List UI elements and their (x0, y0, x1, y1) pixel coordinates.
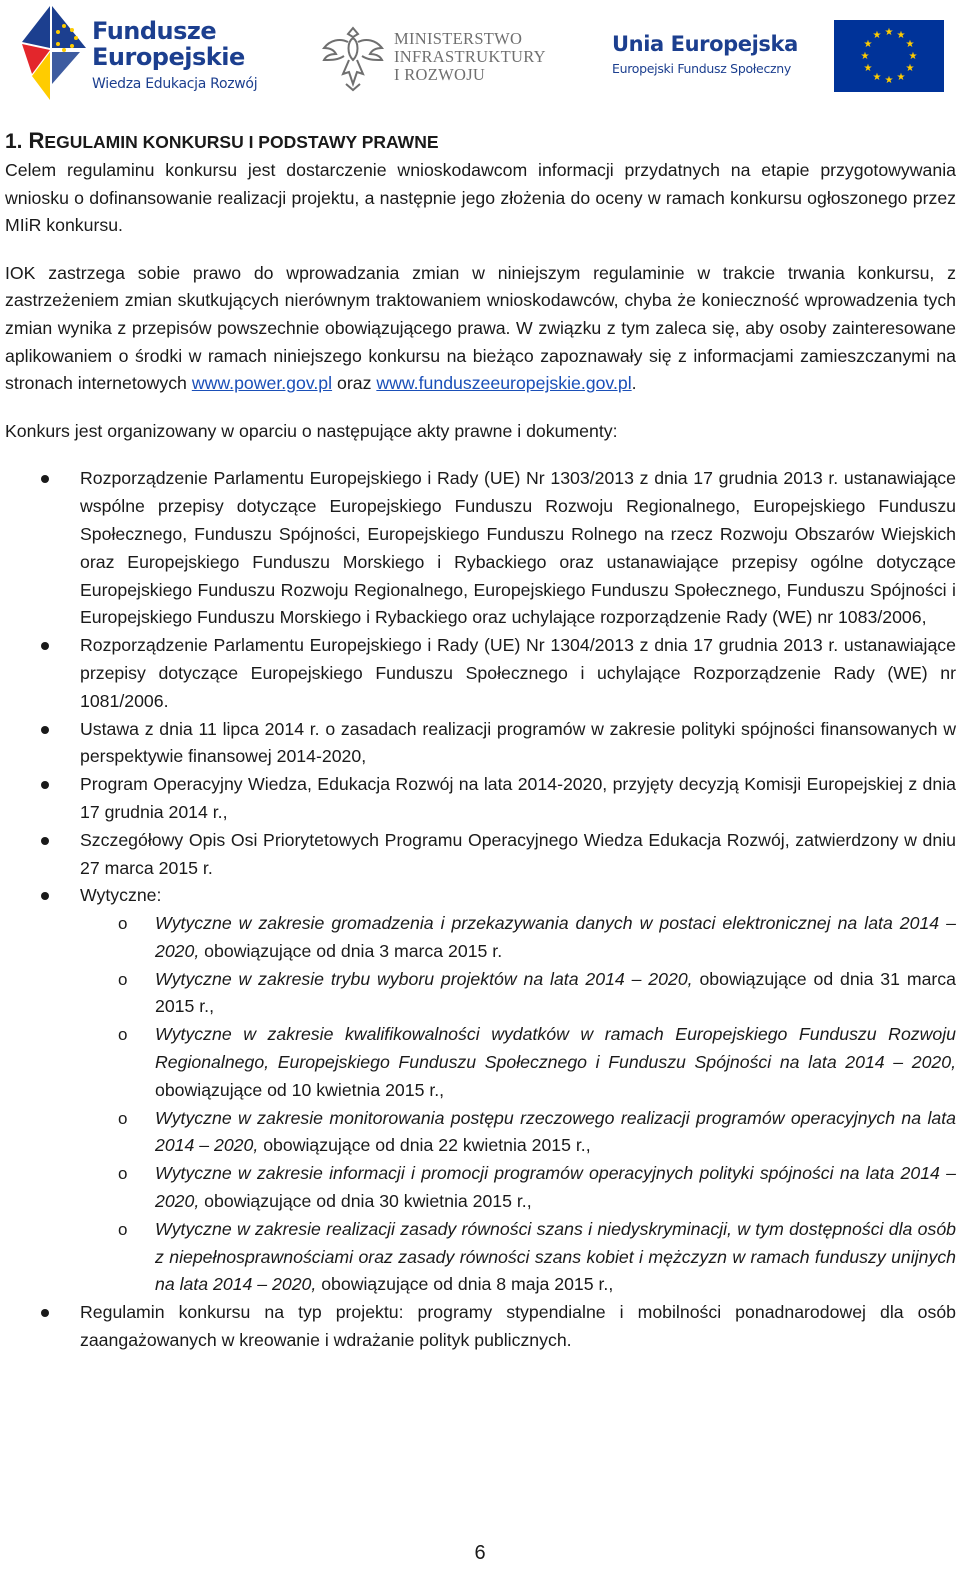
guideline-item (5, 1021, 956, 1104)
svg-text:★: ★ (872, 72, 882, 83)
section-number: 1. (5, 130, 23, 153)
guideline-validity: obowiązujące od dnia 31 marca 2015 r., (155, 968, 956, 1017)
svg-text:★: ★ (884, 27, 894, 38)
svg-text:★: ★ (905, 39, 915, 50)
logo-ministry-line1: MINISTERSTWO (394, 29, 523, 48)
section-title-initial: R (28, 128, 45, 153)
paragraph-changes-between: oraz (337, 373, 372, 394)
fundusze-europejskie-logo-icon (20, 4, 88, 102)
list-item-guidelines (5, 882, 956, 1299)
guideline-item (5, 1160, 956, 1216)
logo-eu-line2: Europejski Fundusz Społeczny (612, 61, 791, 76)
guideline-title: Wytyczne w zakresie informacji i promocji programów operacyjnych polityki spójności na lata 2014 – 2020, (155, 1163, 956, 1212)
svg-text:★: ★ (863, 63, 873, 74)
guideline-validity: obowiązujące od dnia 3 marca 2015 r. (199, 940, 503, 961)
logo-eu-line1: Unia Europejska (612, 32, 798, 56)
section-heading (5, 126, 956, 157)
guideline-validity: obowiązujące od dnia 22 kwietnia 2015 r., (258, 1135, 591, 1156)
guidelines-label: Wytyczne: (80, 885, 162, 906)
list-item: Regulamin konkursu na typ projektu: programy stypendialne i mobilności ponadnarodowej dla osób zaangażowanych w kreowanie i wdrażanie polityk publicznych. (5, 1299, 956, 1355)
guideline-item (5, 966, 956, 1022)
guideline-title: Wytyczne w zakresie trybu wyboru projektów na lata 2014 – 2020, (155, 968, 693, 989)
guideline-item (5, 1105, 956, 1161)
svg-text:★: ★ (905, 63, 915, 74)
paragraph-changes-text: IOK zastrzega sobie prawo do wprowadzania zmian w niniejszym regulaminie w trakcie trwania konkursu, z zastrzeżeniem zmian skutkujących nierównym traktowaniem wnioskodawców, chyba że konieczność wprowadzenia tych zmian wynika z przepisów powszechnie obowiązującego prawa. W związku z tym zaleca się, aby osoby zainteresowane aplikowaniem o środki w ramach niniejszego konkursu na bieżąco zapoznawały się z informacjami zamieszczanymi na stronach internetowych (5, 262, 956, 394)
paragraph-changes (5, 260, 956, 398)
guidelines-list (80, 910, 956, 1299)
ministry-logo (322, 22, 562, 94)
eu-flag-icon (834, 20, 944, 92)
section-title: EGULAMIN KONKURSU I PODSTAWY PRAWNE (44, 132, 439, 152)
paragraph-purpose: Celem regulaminu konkursu jest dostarczenie wnioskodawcom informacji przydatnych na etapie przygotowywania wniosku o dofinansowanie realizacji projektu, a następnie jego złożenia do oceny w ramach konkursu ogłoszonego przez MIiR konkursu. (5, 160, 956, 236)
guideline-title: Wytyczne w zakresie realizacji zasady równości szans i niedyskryminacji, w tym dostępności dla osób z niepełnosprawnościami oraz zasady równości szans kobiet i mężczyzn w ramach funduszy unijnych na lata 2014 – 2020, (155, 1218, 956, 1295)
link-power[interactable]: www.power.gov.pl (191, 373, 333, 394)
logo-fe-line1: Fundusze (92, 17, 217, 45)
guideline-validity: obowiązujące od dnia 8 maja 2015 r., (316, 1274, 614, 1295)
legal-acts-list (5, 465, 956, 1355)
document-body (5, 126, 956, 1355)
svg-text:★: ★ (908, 51, 918, 62)
logo-fe-line2: Europejskie (92, 43, 245, 71)
svg-text:★: ★ (896, 72, 906, 83)
polish-eagle-icon (322, 22, 384, 94)
guideline-validity: obowiązujące od dnia 30 kwietnia 2015 r., (199, 1191, 532, 1212)
list-item: Program Operacyjny Wiedza, Edukacja Rozwój na lata 2014-2020, przyjęty decyzją Komisji Europejskiej z dnia 17 grudnia 2014 r., (5, 771, 956, 827)
paragraph-changes-end: . (631, 373, 637, 394)
svg-text:★: ★ (896, 30, 906, 41)
guideline-title: Wytyczne w zakresie gromadzenia i przekazywania danych w postaci elektronicznej na lata 2014 – 2020, (155, 913, 956, 961)
header-logos (0, 0, 960, 110)
svg-text:★: ★ (860, 51, 870, 62)
list-item: Ustawa z dnia 11 lipca 2014 r. o zasadach realizacji programów w zakresie polityki spójności finansowanych w perspektywie finansowej 2014-2020, (5, 716, 956, 772)
guideline-title: Wytyczne w zakresie monitorowania postępu rzeczowego realizacji programów operacyjnych na lata 2014 – 2020, (155, 1107, 956, 1156)
guideline-item (5, 910, 956, 966)
link-funduszeeuropejskie[interactable]: www.funduszeeuropejskie.gov.pl (376, 373, 632, 394)
svg-text:★: ★ (884, 75, 894, 86)
list-item: Szczegółowy Opis Osi Priorytetowych Programu Operacyjnego Wiedza Edukacja Rozwój, zatwierdzony w dniu 27 marca 2015 r. (5, 827, 956, 883)
list-item: Rozporządzenie Parlamentu Europejskiego i Rady (UE) Nr 1303/2013 z dnia 17 grudnia 2013 r. ustanawiające wspólne przepisy dotyczące Europejskiego Funduszu Rozwoju Regionalnego, Europejskiego Funduszu Społecznego, Funduszu Spójności, Europejskiego Funduszu Rolnego na rzecz Rozwoju Obszarów Wiejskich oraz Europejskiego Funduszu Morskiego i Rybackiego oraz ustanawiające przepisy ogólne dotyczące Europejskiego Funduszu Rozwoju Regionalnego, Europejskiego Funduszu Społecznego, Funduszu Spójności i Europejskiego Funduszu Morskiego i Rybackiego oraz uchylające rozporządzenie Rady (WE) nr 1083/2006, (5, 465, 956, 632)
eu-logo (612, 20, 947, 92)
fundusze-europejskie-logo (20, 4, 270, 102)
logo-ministry-line3: I ROZWOJU (394, 65, 486, 84)
svg-text:★: ★ (872, 30, 882, 41)
list-item: Rozporządzenie Parlamentu Europejskiego i Rady (UE) Nr 1304/2013 z dnia 17 grudnia 2013 r. ustanawiające przepisy dotyczące Europejskiego Funduszu Społecznego i uchylające Rozporządzenie Rady (WE) nr 1081/2006. (5, 632, 956, 715)
guideline-title: Wytyczne w zakresie kwalifikowalności wydatków w ramach Europejskiego Funduszu Rozwoju Regionalnego, Europejskiego Funduszu Społecznego i Funduszu Spójności na lata 2014 – 2020, (155, 1024, 956, 1073)
guideline-validity: obowiązujące od 10 kwietnia 2015 r., (155, 1079, 445, 1100)
guideline-item (5, 1216, 956, 1299)
page-number: 6 (474, 1542, 486, 1564)
paragraph-legal-basis: Konkurs jest organizowany w oparciu o następujące akty prawne i dokumenty: (5, 420, 618, 441)
logo-ministry-line2: INFRASTRUKTURY (394, 47, 546, 66)
logo-fe-line3: Wiedza Edukacja Rozwój (92, 76, 258, 92)
svg-text:★: ★ (863, 39, 873, 50)
